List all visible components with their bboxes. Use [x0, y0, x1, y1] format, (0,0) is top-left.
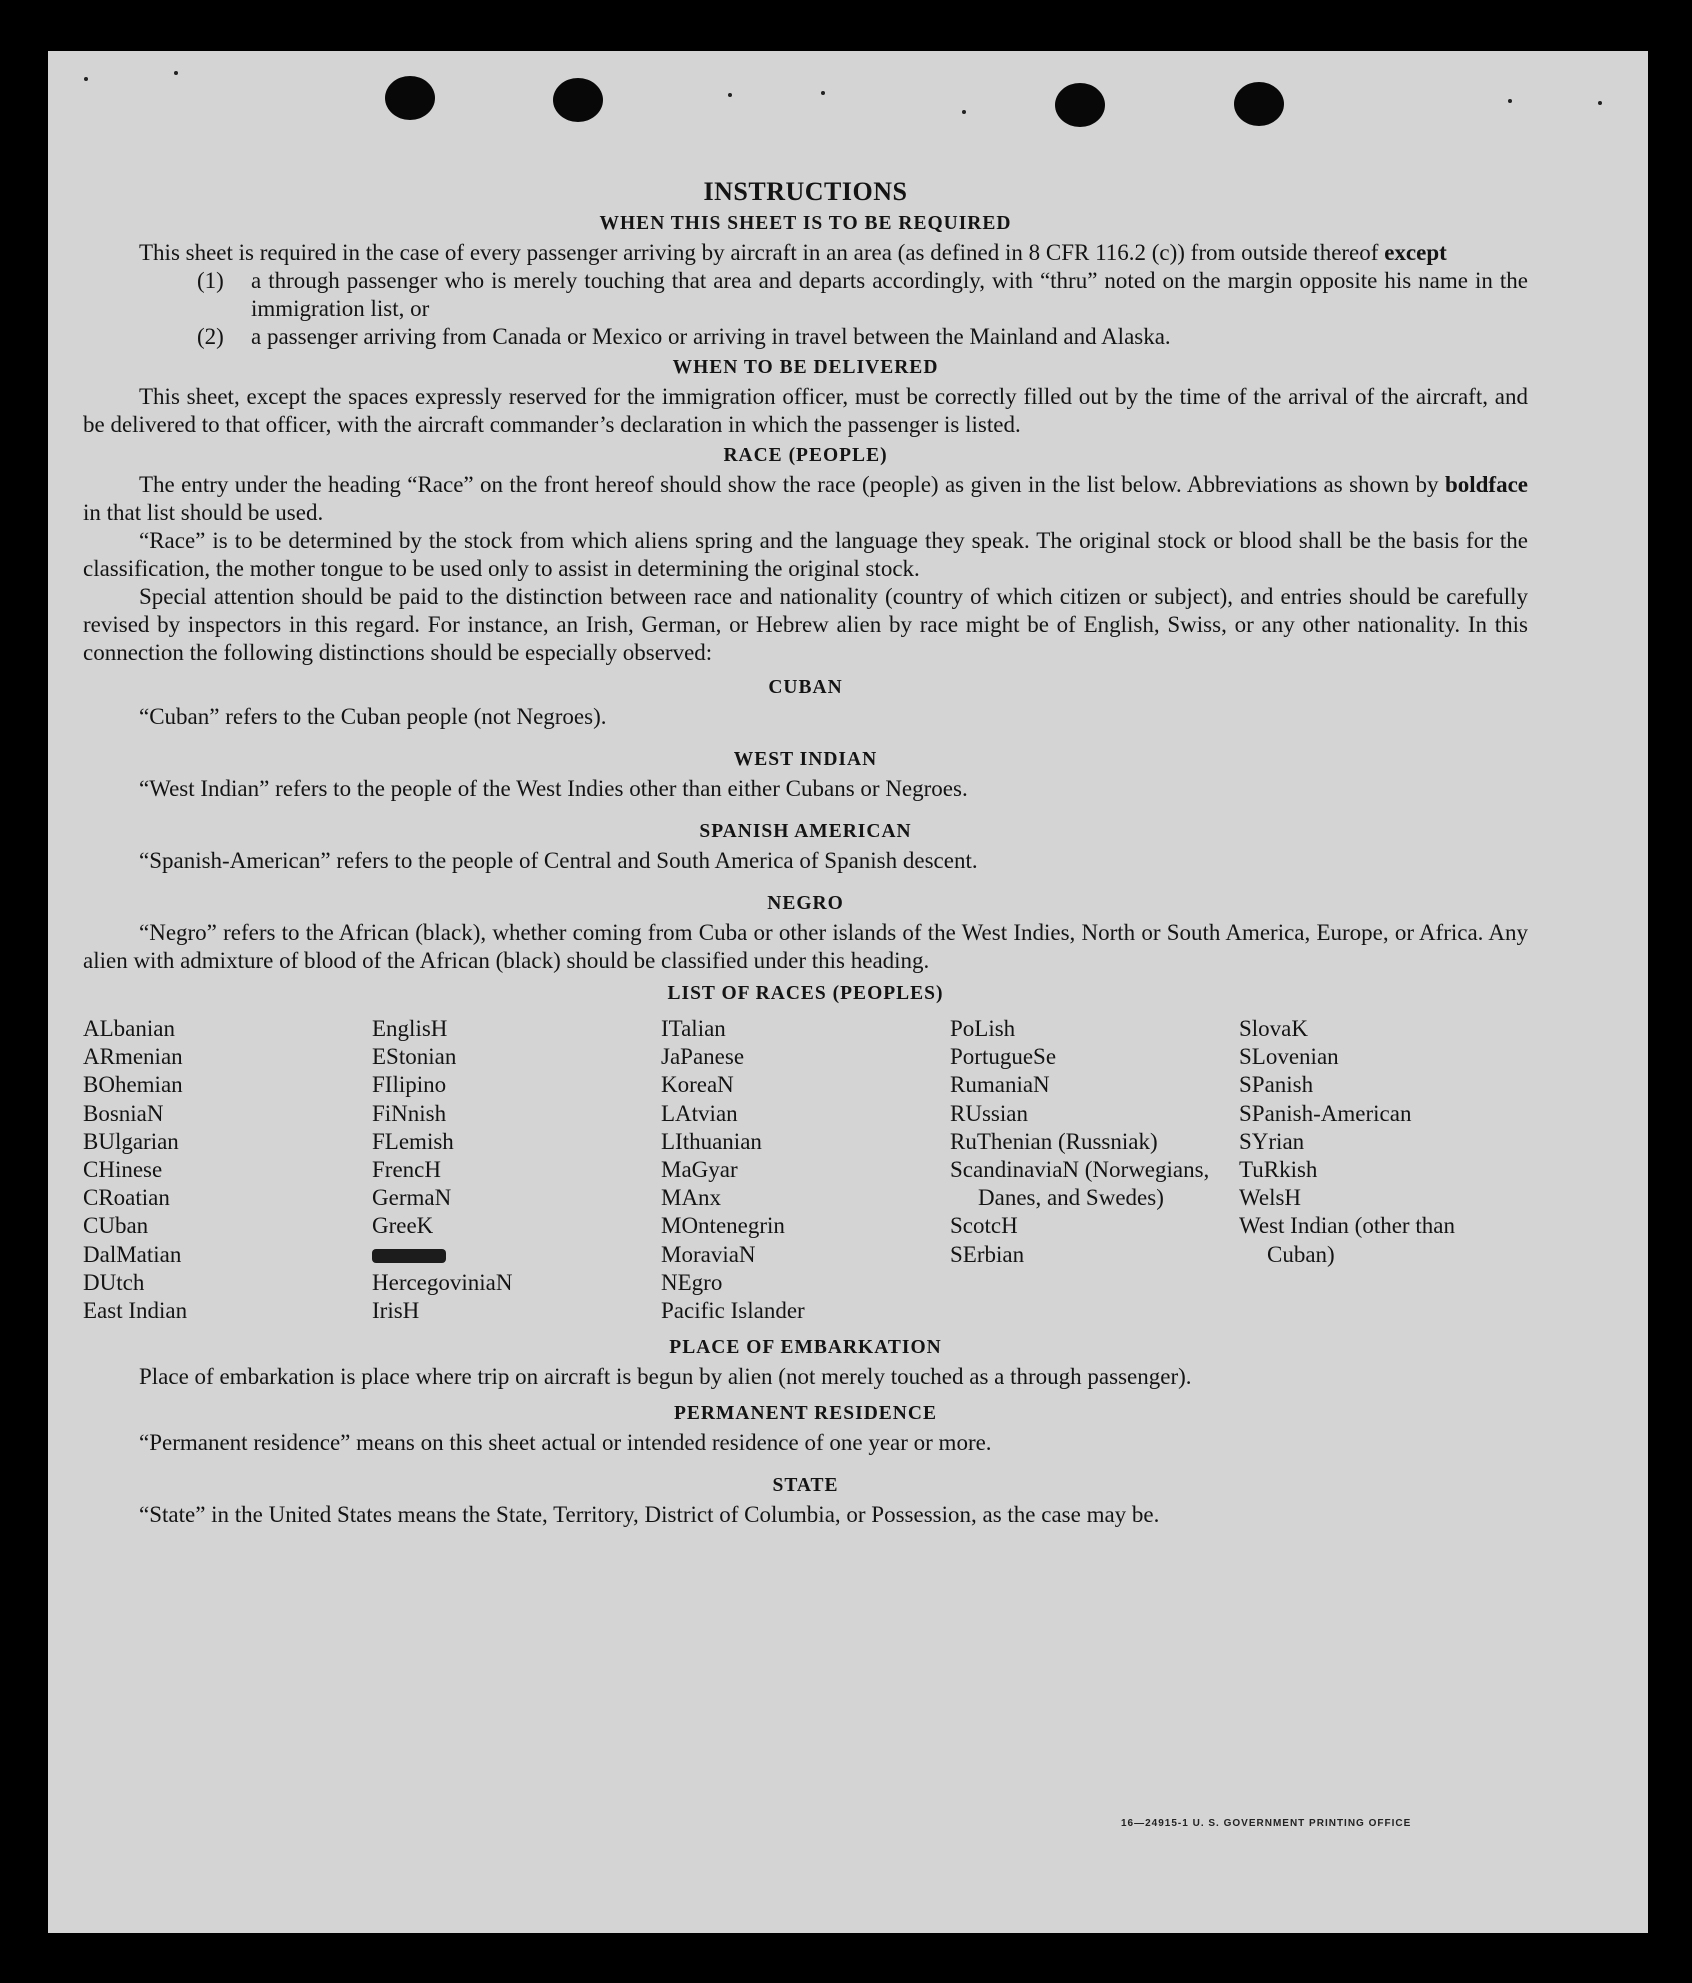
- west-indian-text: “West Indian” refers to the people of the West Indies other than either Cubans or Negroes.: [139, 776, 968, 801]
- race-item: ScotcH: [950, 1213, 1018, 1239]
- race-item: HercegoviniaN: [372, 1269, 513, 1295]
- heading-embarkation: PLACE OF EMBARKATION: [669, 1337, 942, 1359]
- race-item: CUban: [83, 1213, 149, 1239]
- embarkation-text: Place of embarkation is place where trip on aircraft is begun by alien (not merely touched as a through passenger).: [139, 1364, 1192, 1390]
- race-item: RUssian: [950, 1100, 1028, 1126]
- printer-footer: 16—24915-1 U. S. GOVERNMENT PRINTING OFFICE: [1121, 1818, 1412, 1829]
- race-item: CRoatian: [83, 1185, 170, 1211]
- race-item: SPanish-American: [1239, 1100, 1412, 1126]
- race-item: CHinese: [83, 1157, 163, 1183]
- punch-hole: [1055, 83, 1105, 127]
- races-column-3: [661, 1015, 950, 1325]
- race-item: DUtch: [83, 1269, 145, 1295]
- race-item: FrencH: [372, 1157, 441, 1183]
- race-item: TuRkish: [1239, 1157, 1318, 1183]
- race-paragraph-2: “Race” is to be determined by the stock from which aliens spring and the language they speak. The original stock or blood shall be the basis for the classification, the mother tongue to be used only to assist in determining the original stock.: [83, 528, 1528, 581]
- race-item: East Indian: [83, 1298, 188, 1324]
- race-item: Pacific Islander: [661, 1298, 805, 1324]
- race-item: MAnx: [661, 1185, 722, 1211]
- heading-spanish-american: SPANISH AMERICAN: [699, 821, 912, 842]
- race-item: MaGyar: [661, 1157, 738, 1183]
- punch-hole: [1234, 82, 1284, 126]
- race-item: PortugueSe: [950, 1044, 1057, 1070]
- race-item: FIlipino: [372, 1072, 447, 1098]
- heading-required: WHEN THIS SHEET IS TO BE REQUIRED: [599, 213, 1012, 234]
- race-item: SYrian: [1239, 1128, 1305, 1154]
- race-item: WelsH: [1239, 1185, 1302, 1211]
- race-item: PoLish: [950, 1016, 1016, 1041]
- race-item: SLovenian: [1239, 1044, 1339, 1070]
- race-item: ALbanian: [83, 1016, 175, 1041]
- race-item: BOhemian: [83, 1072, 183, 1098]
- document-page: [48, 51, 1648, 1933]
- race-item: FLemish: [372, 1128, 454, 1154]
- heading-west-indian: WEST INDIAN: [733, 749, 878, 770]
- race-item: KoreaN: [661, 1072, 734, 1098]
- race-item-struck: [372, 1241, 661, 1269]
- race-item: MoraviaN: [661, 1241, 756, 1267]
- paper-speck: [1508, 99, 1512, 103]
- races-column-5: [1239, 1015, 1528, 1325]
- race-paragraph-3: Special attention should be paid to the distinction between race and nationality (country of which citizen or subject), and entries should be carefully revised by inspectors in this regard. For instance, an Irish, German, or Hebrew alien by race might be of English, Swiss, or any other nationality. In this connection the following distinctions should be especially observed:: [83, 584, 1528, 665]
- instructions-body: [83, 177, 1528, 1529]
- race-item: FiNnish: [372, 1100, 447, 1126]
- heading-negro: NEGRO: [767, 893, 844, 914]
- race-item: ScandinaviaN (Norwegians, Danes, and Swedes): [950, 1157, 1210, 1211]
- state-text: “State” in the United States means the State, Territory, District of Columbia, or Possession, as the case may be.: [139, 1502, 1160, 1528]
- heading-race: RACE (PEOPLE): [723, 445, 888, 466]
- race-item: LIthuanian: [661, 1128, 762, 1154]
- race-paragraph-1: The entry under the heading “Race” on the front hereof should show the race (people) as given in the list below. Abbreviations as shown by boldface in that list should be used.: [83, 472, 1528, 525]
- required-item-2: (2) a passenger arriving from Canada or Mexico or arriving in travel between the Mainland and Alaska.: [197, 324, 1171, 349]
- cuban-text: “Cuban” refers to the Cuban people (not Negroes).: [139, 704, 607, 729]
- paper-speck: [1598, 101, 1602, 105]
- heading-state: STATE: [772, 1475, 839, 1497]
- paper-speck: [728, 93, 732, 97]
- residence-text: “Permanent residence” means on this sheet actual or intended residence of one year or more.: [139, 1430, 992, 1456]
- required-item-1: (1) a through passenger who is merely touching that area and departs accordingly, with “thru” noted on the margin opposite his name in the immigration list, or: [197, 268, 1528, 321]
- race-item: RuThenian (Russniak): [950, 1128, 1158, 1154]
- spanish-american-text: “Spanish-American” refers to the people of Central and South America of Spanish descent.: [139, 848, 978, 873]
- race-item: IrisH: [372, 1298, 420, 1324]
- paper-speck: [84, 77, 88, 81]
- race-item: ITalian: [661, 1016, 726, 1041]
- heading-residence: PERMANENT RESIDENCE: [674, 1403, 937, 1425]
- punch-hole: [553, 78, 603, 122]
- race-item: SlovaK: [1239, 1016, 1308, 1041]
- race-item: ARmenian: [83, 1044, 183, 1070]
- heading-races-list: LIST OF RACES (PEOPLES): [667, 983, 944, 1004]
- race-item: West Indian (other than Cuban): [1239, 1213, 1455, 1267]
- race-item: SPanish: [1239, 1072, 1314, 1098]
- page-title: INSTRUCTIONS: [703, 177, 908, 206]
- race-item: EStonian: [372, 1044, 457, 1070]
- punch-hole: [385, 76, 435, 120]
- race-item: EnglisH: [372, 1016, 448, 1041]
- heading-delivered: WHEN TO BE DELIVERED: [672, 357, 939, 378]
- race-item: GreeK: [372, 1213, 434, 1239]
- race-item: BosniaN: [83, 1100, 164, 1126]
- negro-text: “Negro” refers to the African (black), whether coming from Cuba or other islands of the West Indies, North or South America, Europe, or Africa. Any alien with admixture of blood of the African (black) should be classified under this heading.: [83, 920, 1528, 973]
- race-item: SErbian: [950, 1241, 1025, 1267]
- race-item: JaPanese: [661, 1044, 745, 1070]
- ink-smudge: [372, 1249, 446, 1263]
- delivered-text: This sheet, except the spaces expressly reserved for the immigration officer, must be correctly filled out by the time of the arrival of the aircraft, and be delivered to that officer, with the aircraft commander’s declaration in which the passenger is listed.: [83, 384, 1528, 437]
- race-item: DalMatian: [83, 1241, 182, 1267]
- races-column-4: [950, 1015, 1239, 1325]
- races-list: [83, 1015, 1528, 1325]
- required-intro: This sheet is required in the case of every passenger arriving by aircraft in an area (as defined in 8 CFR 116.2 (c)) from outside thereof except: [139, 240, 1447, 265]
- race-item: BUlgarian: [83, 1128, 179, 1154]
- paper-speck: [174, 71, 178, 75]
- races-column-2: [372, 1015, 661, 1325]
- heading-cuban: CUBAN: [768, 677, 843, 698]
- race-item: GermaN: [372, 1185, 452, 1211]
- paper-speck: [821, 91, 825, 95]
- races-column-1: [83, 1015, 372, 1325]
- race-item: RumaniaN: [950, 1072, 1050, 1098]
- race-item: NEgro: [661, 1269, 723, 1295]
- race-item: LAtvian: [661, 1100, 738, 1126]
- paper-speck: [962, 110, 966, 114]
- race-item: MOntenegrin: [661, 1213, 785, 1239]
